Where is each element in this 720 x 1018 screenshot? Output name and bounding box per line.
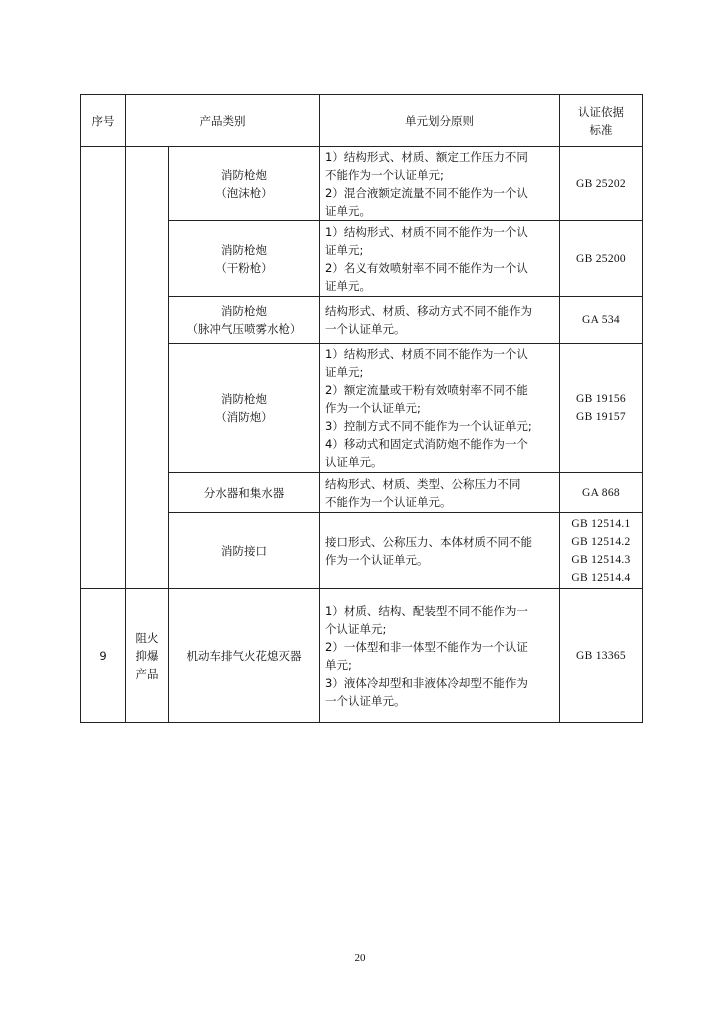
- product-name: 消防枪炮: [221, 167, 267, 182]
- rule-line: 接口形式、公称压力、本体材质不同不能: [325, 534, 532, 549]
- standard-cell: [560, 297, 643, 344]
- table-header-row: [81, 95, 643, 147]
- rule-line: 结构形式、材质、类型、公称压力不同: [325, 476, 521, 491]
- standard-code: GB 13365: [575, 649, 626, 662]
- rule-line: 单元;: [325, 657, 352, 672]
- rule-line: 作为一个认证单元;: [325, 401, 421, 415]
- product-cell: [169, 473, 320, 513]
- product-name: 分水器和集水器: [203, 485, 285, 500]
- product-name: 消防枪炮: [221, 242, 267, 257]
- rule-line: 作为一个认证单元。: [325, 552, 429, 567]
- rule-line: 4）移动式和固定式消防炮不能作为一个: [325, 437, 528, 451]
- product-name: 消防枪炮: [221, 304, 267, 318]
- product-cell: [169, 147, 320, 221]
- standard-code: GB 19157: [575, 411, 626, 423]
- rule-cell: [320, 297, 560, 344]
- category-line: 阻火: [135, 630, 159, 645]
- standard-code: GA 534: [582, 314, 620, 326]
- rule-line: 不能作为一个认证单元。: [325, 494, 452, 509]
- header-standard-line2: 标准: [589, 122, 613, 137]
- rule-line: 一个认证单元。: [325, 322, 406, 336]
- rule-line: 证单元。: [325, 278, 371, 293]
- header-standard-line1: 认证依据: [578, 104, 624, 119]
- product-subtype: （干粉枪）: [215, 260, 273, 275]
- rule-cell: [320, 473, 560, 513]
- product-subtype: （脉冲气压喷雾水枪）: [186, 322, 302, 336]
- standard-cell: [560, 221, 643, 297]
- rule-cell: [320, 147, 560, 221]
- product-name: 消防枪炮: [221, 392, 267, 406]
- rule-line: 2）混合液额定流量不同不能作为一个认: [325, 185, 528, 200]
- rule-line: 个认证单元;: [325, 621, 387, 636]
- standard-code: GB 12514.4: [571, 571, 631, 584]
- standard-cell: [560, 344, 643, 473]
- header-seq: 序号: [81, 95, 126, 147]
- page-number: 20: [354, 952, 366, 964]
- standard-code: GB 25202: [575, 177, 626, 190]
- rule-line: 认证单元。: [325, 455, 383, 469]
- rule-line: 结构形式、材质、移动方式不同不能作为: [325, 304, 532, 318]
- rule-line: 1）结构形式、材质不同不能作为一个认: [325, 224, 528, 239]
- rule-cell: [320, 221, 560, 297]
- standard-code: GB 25200: [575, 252, 626, 265]
- table-row: [81, 589, 643, 723]
- seq-cell: 9: [81, 589, 126, 723]
- rule-line: 一个认证单元。: [325, 693, 406, 708]
- category-cell: [126, 589, 169, 723]
- standard-code: GB 19156: [575, 393, 626, 405]
- standard-cell: [560, 513, 643, 589]
- header-rule: 单元划分原则: [320, 95, 560, 147]
- product-name: 消防接口: [221, 543, 267, 558]
- rule-line: 2）名义有效喷射率不同不能作为一个认: [325, 260, 528, 275]
- rule-line: 2）额定流量或干粉有效喷射率不同不能: [325, 383, 528, 397]
- rule-line: 证单元;: [325, 242, 364, 257]
- product-cell: 机动车排气火花熄灭器: [169, 589, 320, 723]
- standard-code: GB 12514.1: [571, 517, 631, 530]
- category-line: 产品: [135, 666, 159, 681]
- standard-cell: [560, 473, 643, 513]
- table-row: [81, 147, 643, 221]
- rule-line: 3）液体冷却型和非液体冷却型不能作为: [325, 675, 528, 690]
- certification-unit-table: [80, 94, 643, 723]
- rule-line: 1）材质、结构、配装型不同不能作为一: [325, 603, 528, 618]
- header-standard: [560, 95, 643, 147]
- product-cell: [169, 513, 320, 589]
- rule-line: 证单元。: [325, 203, 371, 218]
- product-cell: [169, 221, 320, 297]
- product-subtype: （泡沫枪）: [215, 185, 273, 200]
- category-cell-empty: [126, 147, 169, 589]
- standard-cell: [560, 589, 643, 723]
- rule-cell: [320, 589, 560, 723]
- standard-cell: [560, 147, 643, 221]
- standard-code: GA 868: [582, 486, 620, 499]
- rule-line: 不能作为一个认证单元;: [325, 167, 444, 182]
- category-line: 抑爆: [135, 648, 159, 663]
- rule-cell: [320, 513, 560, 589]
- rule-line: 3）控制方式不同不能作为一个认证单元;: [325, 419, 532, 433]
- standard-code: GB 12514.3: [571, 553, 631, 566]
- product-cell: [169, 344, 320, 473]
- rule-line: 1）结构形式、材质不同不能作为一个认: [325, 347, 528, 361]
- product-subtype: （消防炮）: [215, 410, 273, 424]
- standard-code: GB 12514.2: [571, 535, 631, 548]
- header-category: 产品类别: [126, 95, 320, 147]
- rule-line: 2）一体型和非一体型不能作为一个认证: [325, 639, 528, 654]
- product-cell: [169, 297, 320, 344]
- seq-cell-empty: [81, 147, 126, 589]
- rule-cell: [320, 344, 560, 473]
- rule-line: 证单元;: [325, 365, 364, 379]
- rule-line: 1）结构形式、材质、额定工作压力不同: [325, 149, 528, 164]
